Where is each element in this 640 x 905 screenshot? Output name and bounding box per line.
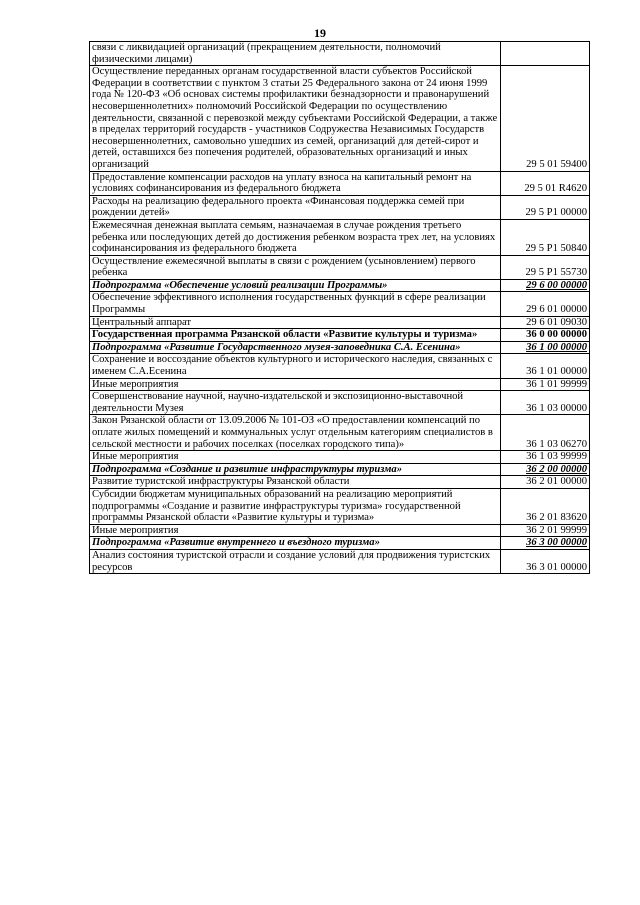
row-code-cell: 36 3 00 00000 (501, 537, 590, 550)
row-name-cell: Осуществление ежемесячной выплаты в связи с рождением (усыновлением) первого ребенка (90, 255, 501, 279)
table-row (90, 476, 590, 489)
table-row (90, 195, 590, 219)
row-code-cell: 29 6 00 00000 (501, 279, 590, 292)
table-row (90, 341, 590, 354)
row-name-cell: Подпрограмма «Развитие внутреннего и въездного туризма» (90, 537, 501, 550)
row-name-cell: Анализ состояния туристской отрасли и создание условий для продвижения туристских ресурсов (90, 549, 501, 573)
row-name-cell: Подпрограмма «Обеспечение условий реализации Программы» (90, 279, 501, 292)
row-code-cell: 36 1 00 00000 (501, 341, 590, 354)
row-name-cell: Осуществление переданных органам государственной власти субъектов Российской Федерации в соответствии с пунктом 3 статьи 25 Федерального закона от 24 июня 1999 года № 120-ФЗ «Об основах системы профилактики безнадзорности и правонарушений несовершеннолетних» полномочий Российской Федерации по осуществлению деятельности, связанной с перевозкой между субъектами Российской Федерации, а также в пределах территорий государств - участников Содружества Независимых Государств несовершеннолетних, самовольно ушедших из семей, организаций для детей-сирот и детей, оставшихся без попечения родителей, образовательных организаций и иных организаций (90, 66, 501, 171)
row-name-cell: связи с ликвидацией организаций (прекращением деятельности, полномочий физическими лицами) (90, 42, 501, 66)
row-name-cell: Государственная программа Рязанской области «Развитие культуры и туризма» (90, 329, 501, 342)
row-name-cell: Субсидии бюджетам муниципальных образований на реализацию мероприятий подпрограммы «Создание и развитие инфраструктуры туризма» государственной программы Рязанской области «Развитие культуры и туризма» (90, 488, 501, 524)
row-name-cell: Закон Рязанской области от 13.09.2006 № 101-ОЗ «О предоставлении компенсаций по оплате жилых помещений и коммунальных услуг отдельным категориям специалистов в сельской местности и рабочих поселках (поселках городского типа)» (90, 415, 501, 451)
table-row (90, 463, 590, 476)
row-code-cell: 36 2 01 99999 (501, 524, 590, 537)
row-code-cell (501, 42, 590, 66)
row-code-cell: 36 3 01 00000 (501, 549, 590, 573)
row-code-cell: 36 1 01 00000 (501, 354, 590, 378)
row-code-cell: 36 2 00 00000 (501, 463, 590, 476)
table-row (90, 171, 590, 195)
table-row (90, 549, 590, 573)
row-name-cell: Подпрограмма «Развитие Государственного музея-заповедника С.А. Есенина» (90, 341, 501, 354)
row-code-cell: 29 5 P1 55730 (501, 255, 590, 279)
table-row (90, 488, 590, 524)
page-number: 19 (314, 26, 326, 40)
table-body (90, 42, 590, 574)
row-code-cell: 36 2 01 83620 (501, 488, 590, 524)
table-row (90, 292, 590, 316)
row-code-cell: 29 5 01 59400 (501, 66, 590, 171)
row-code-cell: 29 6 01 00000 (501, 292, 590, 316)
row-name-cell: Иные мероприятия (90, 524, 501, 537)
table-row (90, 42, 590, 66)
row-code-cell: 36 1 03 06270 (501, 415, 590, 451)
row-code-cell: 29 6 01 09030 (501, 316, 590, 329)
row-code-cell: 29 5 P1 00000 (501, 195, 590, 219)
table-row (90, 329, 590, 342)
table-row (90, 316, 590, 329)
budget-classification-table (89, 41, 590, 574)
row-name-cell: Совершенствование научной, научно-издательской и экспозиционно-выставочной деятельности Музея (90, 391, 501, 415)
row-name-cell: Подпрограмма «Создание и развитие инфраструктуры туризма» (90, 463, 501, 476)
table-row (90, 524, 590, 537)
row-code-cell: 29 5 P1 50840 (501, 219, 590, 255)
table-row (90, 451, 590, 464)
table-row (90, 354, 590, 378)
table-row (90, 537, 590, 550)
row-name-cell: Центральный аппарат (90, 316, 501, 329)
table-row (90, 66, 590, 171)
table-row (90, 378, 590, 391)
row-code-cell: 36 1 03 99999 (501, 451, 590, 464)
table-row (90, 391, 590, 415)
row-name-cell: Обеспечение эффективного исполнения государственных функций в сфере реализации Программы (90, 292, 501, 316)
row-code-cell: 29 5 01 R4620 (501, 171, 590, 195)
row-name-cell: Иные мероприятия (90, 451, 501, 464)
table-row (90, 255, 590, 279)
table-row (90, 219, 590, 255)
row-name-cell: Ежемесячная денежная выплата семьям, назначаемая в случае рождения третьего ребенка или последующих детей до достижения ребенком возраста трех лет, на условиях софинансирования из федерального бюджета (90, 219, 501, 255)
row-code-cell: 36 1 03 00000 (501, 391, 590, 415)
row-name-cell: Расходы на реализацию федерального проекта «Финансовая поддержка семей при рождении детей» (90, 195, 501, 219)
row-name-cell: Развитие туристской инфраструктуры Рязанской области (90, 476, 501, 489)
table-row (90, 415, 590, 451)
row-name-cell: Иные мероприятия (90, 378, 501, 391)
row-code-cell: 36 1 01 99999 (501, 378, 590, 391)
row-name-cell: Предоставление компенсации расходов на уплату взноса на капитальный ремонт на условиях софинансирования из федерального бюджета (90, 171, 501, 195)
table-row (90, 279, 590, 292)
row-name-cell: Сохранение и воссоздание объектов культурного и исторического наследия, связанных с именем С.А.Есенина (90, 354, 501, 378)
row-code-cell: 36 2 01 00000 (501, 476, 590, 489)
row-code-cell: 36 0 00 00000 (501, 329, 590, 342)
